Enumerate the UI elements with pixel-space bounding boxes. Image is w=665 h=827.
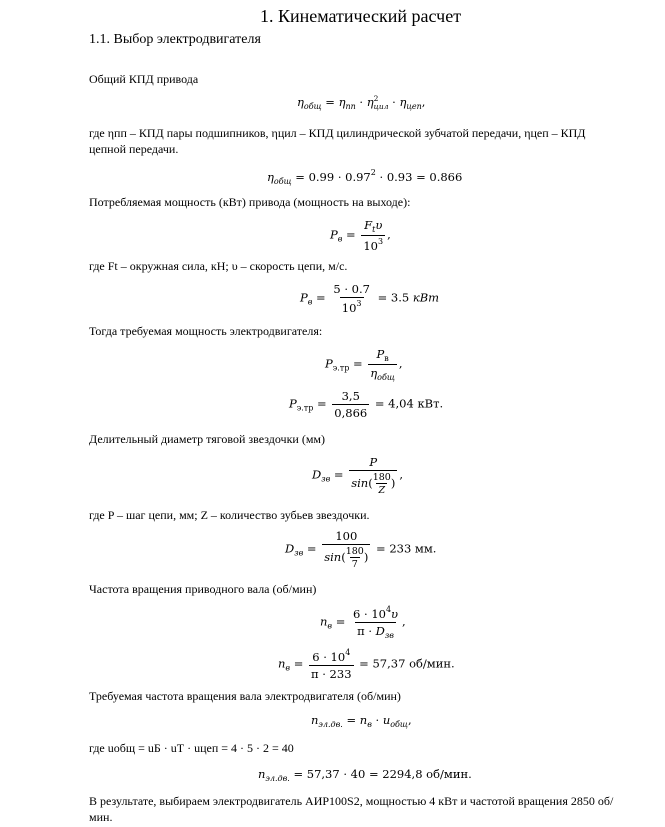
motor-power-formula: $P_{э.тр}$ = $\frac{P_в}{\eta_{общ}}$ ,	[325, 347, 403, 382]
power-intro: Потребляемая мощность (кВт) привода (мощность на выходе):	[89, 195, 411, 209]
diameter-calculation: $D_{зв}$ = 100 sin( $\frac{180}{7}$ ) = 233 мм.	[285, 529, 437, 570]
motor-speed-intro: Требуемая частота вращения вала электродвигателя (об/мин)	[89, 689, 401, 703]
shaft-speed-intro: Частота вращения приводного вала (об/мин)	[89, 582, 317, 596]
ratio-line: где uобщ = uБ · uТ · uцеп = 4 · 5 · 2 = 40	[89, 741, 294, 755]
power-where: где Ft – окружная сила, кН; υ – скорость цепи, м/с.	[89, 259, 348, 273]
shaft-speed-formula: $n_в$ = $\frac{6 \cdot 10^4\upsilon}{\pi \cdot D_{зв}}$ ,	[320, 605, 406, 640]
efficiency-calculation: $\eta_{общ} = 0.99 \cdot 0.97^2 \cdot 0.93 = 0.866$	[267, 168, 463, 186]
page-title: 1. Кинематический расчет	[260, 6, 462, 26]
section-heading: 1.1. Выбор электродвигателя	[89, 32, 261, 47]
efficiency-intro: Общий КПД привода	[89, 72, 199, 86]
shaft-speed-calculation: $n_в$ = $\frac{6 \cdot 10^4}{\pi \cdot 233}$ = 57,37 об/мин.	[278, 648, 455, 681]
motor-speed-formula: $n_{эл.дв.} = n_в \cdot u_{общ}$,	[311, 713, 412, 729]
motor-power-intro: Тогда требуемая мощность электродвигателя:	[89, 324, 323, 338]
efficiency-formula: $\eta_{общ} = \eta_{пп} \cdot \eta$ 2 цил · $\eta_{цеп}$,	[297, 94, 426, 111]
diameter-where: где P – шаг цепи, мм; Z – количество зубьев звездочки.	[89, 508, 370, 522]
power-formula: $P_в$ = $\frac{F_t\upsilon}{10^3}$ ,	[330, 218, 391, 253]
motor-power-calculation: $P_{э.тр}$ = $\frac{3,5}{0,866}$ = 4,04 кВт.	[289, 389, 444, 420]
efficiency-where-line1: где ηпп – КПД пары подшипников, ηцил – КПД цилиндрической зубчатой передачи, ηцеп – КПД	[89, 126, 586, 140]
diameter-intro: Делительный диаметр тяговой звездочки (мм)	[89, 432, 325, 446]
motor-speed-calculation: $n_{эл.дв.} = 57,37 \cdot 40 = 2294,8$ об/мин.	[258, 767, 472, 783]
conclusion-paragraph: В результате, выбираем электродвигатель АИР100S2, мощностью 4 кВт и частотой вращения 2850 об/мин.	[89, 794, 614, 824]
efficiency-where-line2: цепной передачи.	[89, 142, 179, 156]
diameter-formula: $D_{зв}$ = P sin( $\frac{180}{Z}$ ) ,	[312, 455, 404, 496]
power-calculation: $P_в$ = $\frac{5 \cdot 0.7}{10^3}$ = 3.5 кВт	[300, 282, 440, 315]
